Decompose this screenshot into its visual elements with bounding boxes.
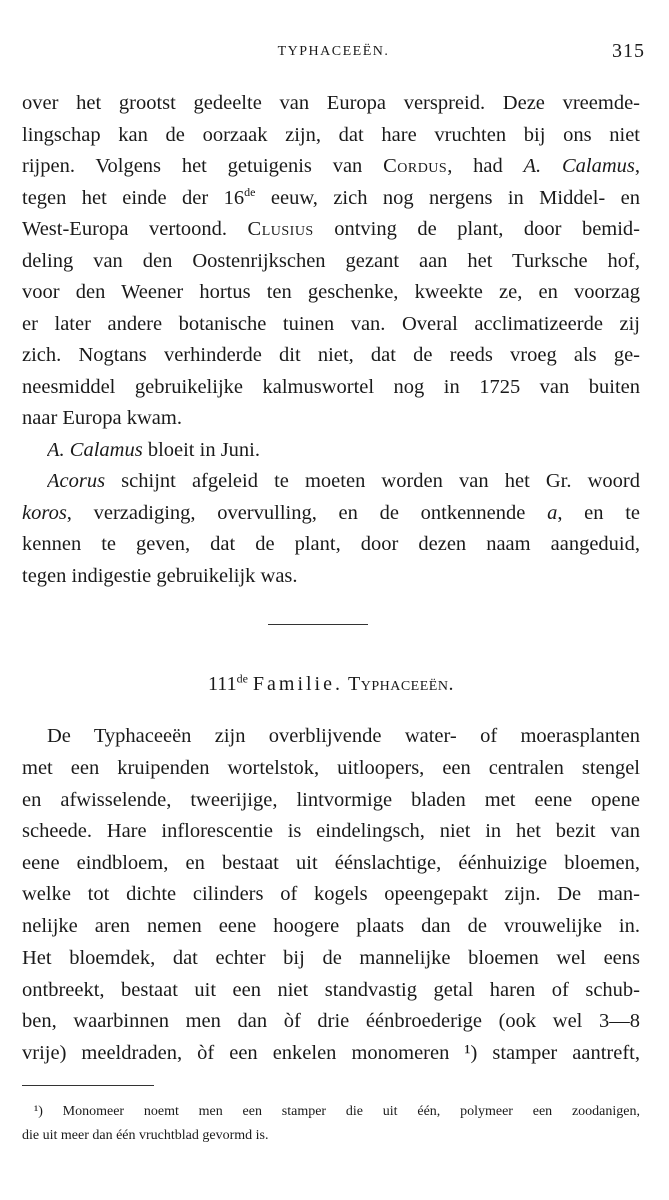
text-line: scheede. Hare inflorescentie is eindelingsch, niet in het bezit van xyxy=(22,820,640,842)
family-number: 111 xyxy=(208,673,237,695)
footnote-ref: ¹) xyxy=(464,1042,478,1064)
family-label: Familie. xyxy=(252,673,343,695)
running-head xyxy=(22,40,645,64)
text-line: eene eindbloem, en bestaat uit éénslachtige, éénhuizige bloemen, xyxy=(22,852,640,874)
text-span: eeuw, zich nog nergens in Middel- en xyxy=(255,187,640,209)
text-line: naar Europa kwam. xyxy=(22,407,182,429)
text-line: ontbreekt, bestaat uit een niet standvastig getal haren of schub- xyxy=(22,979,640,1001)
ordinal-suffix: de xyxy=(236,671,248,686)
species-name: A. Calamus xyxy=(47,439,143,461)
text-span: , en te xyxy=(557,502,640,524)
prefix-letter: a xyxy=(547,502,558,524)
text-span: , had xyxy=(447,155,524,177)
text-line: kennen te geven, dat de plant, door dezen naam aangeduid, xyxy=(22,533,640,555)
text-span: Monomeer noemt men een stamper die uit één, polymeer een zoodanigen, xyxy=(42,1104,640,1119)
text-line xyxy=(22,1038,640,1068)
running-title: TYPHACEEËN. xyxy=(277,44,390,59)
text-line: tegen indigestie gebruikelijk was. xyxy=(22,565,298,587)
text-line xyxy=(47,435,640,465)
species-name: A. Calamus xyxy=(523,155,635,177)
text-line: ben, waarbinnen men dan òf drie éénbroederige (ook wel 3—8 xyxy=(22,1010,640,1032)
footnote-marker: ¹) xyxy=(34,1104,43,1119)
text-line xyxy=(47,466,640,496)
text-line xyxy=(22,151,640,181)
text-span: stamper aantreft, xyxy=(477,1042,640,1064)
footnote-line xyxy=(34,1100,640,1124)
text-line: er later andere botanische tuinen van. Overal acclimatizeerde zij xyxy=(22,313,640,335)
genus-name: Acorus xyxy=(47,470,106,492)
text-span: bloeit in Juni. xyxy=(142,439,260,461)
text-line: neesmiddel gebruikelijke kalmuswortel nog in 1725 van buiten xyxy=(22,376,640,398)
author-name: Cordus xyxy=(383,155,448,177)
text-line: en afwisselende, tweerijige, lintvormige bladen met eene opene xyxy=(22,789,640,811)
footnote-rule xyxy=(22,1085,154,1086)
text-line: Het bloemdek, dat echter bij de mannelijke bloemen wel eens xyxy=(22,947,640,969)
text-line xyxy=(22,183,640,213)
text-span: schijnt afgeleid te moeten worden van het Gr. woord xyxy=(105,470,640,492)
family-heading xyxy=(22,669,640,699)
author-name: Clusius xyxy=(247,218,314,240)
text-span: , verzadiging, overvulling, en de ontkennende xyxy=(66,502,548,524)
text-line: zich. Nogtans verhinderde dit niet, dat de reeds vroeg als ge- xyxy=(22,344,640,366)
text-line: deling van den Oostenrijkschen gezant aan het Turksche hof, xyxy=(22,250,640,272)
text-line: met een kruipenden wortelstok, uitloopers, een centralen stengel xyxy=(22,757,640,779)
text-span: rijpen. Volgens het getuigenis van xyxy=(22,155,384,177)
page-number: 315 xyxy=(612,40,645,62)
text-line xyxy=(22,214,640,244)
text-span: tegen het einde der 16 xyxy=(22,187,245,209)
greek-word: koros xyxy=(22,502,67,524)
text-line: welke tot dichte cilinders of kogels opeengepakt zijn. De man- xyxy=(22,883,640,905)
footnote-line: die uit meer dan één vruchtblad gevormd is. xyxy=(22,1128,269,1143)
text-span: ontving de plant, door bemid- xyxy=(313,218,640,240)
text-line: nelijke aren nemen eene hoogere plaats dan de vrouwelijke in. xyxy=(22,915,640,937)
section-divider xyxy=(268,624,368,625)
text-span: , xyxy=(634,155,640,177)
family-name: Typhaceeën. xyxy=(348,673,454,695)
ordinal-suffix: de xyxy=(244,185,256,200)
text-line: voor den Weener hortus ten geschenke, kweekte ze, en voorzag xyxy=(22,281,640,303)
text-line: De Typhaceeën zijn overblijvende water- of moerasplanten xyxy=(47,725,640,747)
text-span: vrije) meeldraden, òf een enkelen monomeren xyxy=(22,1042,465,1064)
text-line xyxy=(22,498,640,528)
text-line: lingschap kan de oorzaak zijn, dat hare vruchten bij ons niet xyxy=(22,124,640,146)
text-span: West-Europa vertoond. xyxy=(22,218,248,240)
text-line: over het grootst gedeelte van Europa verspreid. Deze vreemde- xyxy=(22,92,640,114)
